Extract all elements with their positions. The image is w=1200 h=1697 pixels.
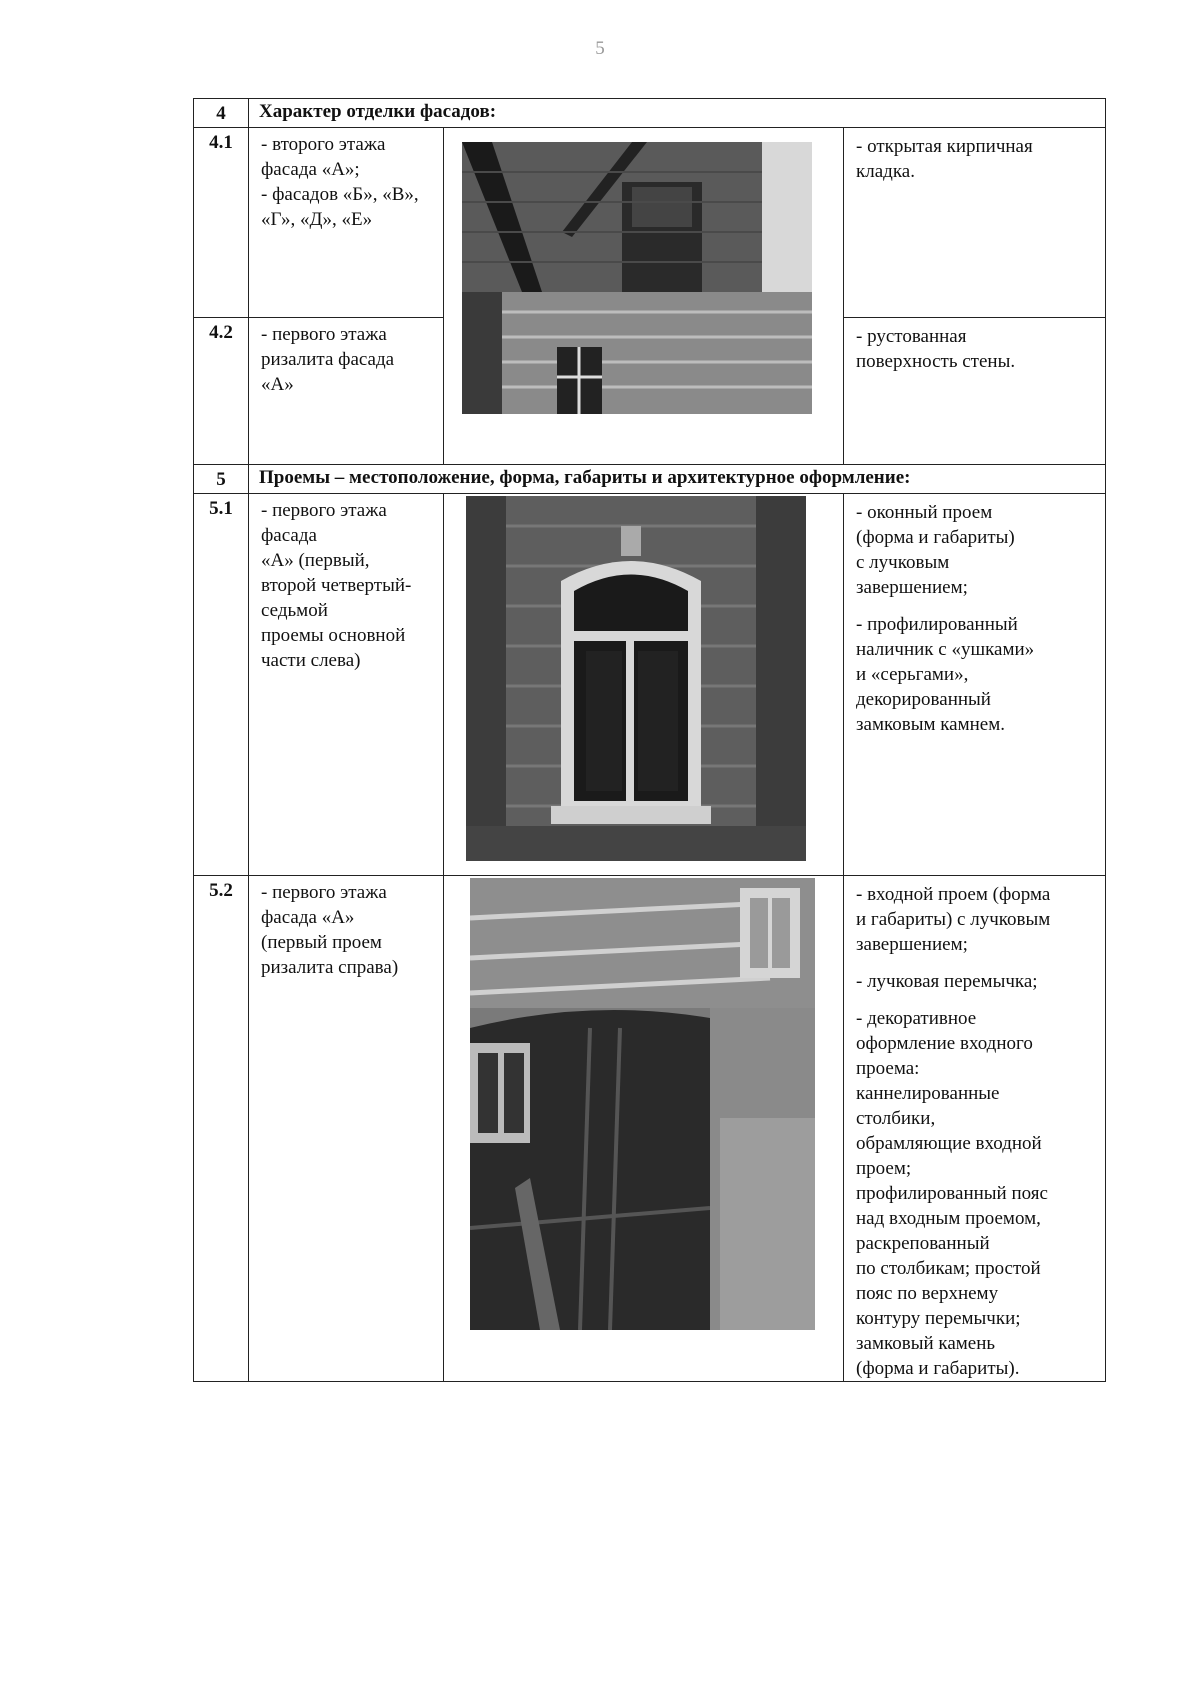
row-characteristic xyxy=(844,876,1106,1382)
line-gap xyxy=(856,600,1099,612)
row-description xyxy=(249,128,444,318)
row-characteristic xyxy=(844,494,1106,876)
description-line: «Г», «Д», «Е» xyxy=(261,209,373,230)
description-line: ризалита справа) xyxy=(261,957,399,978)
row-number: 4.1 xyxy=(194,128,249,318)
description-line: - первого этажа xyxy=(261,882,387,903)
description-line: «А» (первый, xyxy=(261,550,370,571)
table-row xyxy=(194,128,1106,318)
section-title: Проемы – местоположение, форма, габариты и архитектурное оформление: xyxy=(249,465,1106,494)
section-number: 5 xyxy=(194,465,249,494)
photo-cell xyxy=(444,128,844,465)
row-description xyxy=(249,876,444,1382)
characteristic-line: наличник с «ушками» xyxy=(856,639,1035,660)
characteristic-line: замковый камень xyxy=(856,1333,996,1354)
characteristic-line: замковым камнем. xyxy=(856,714,1006,735)
row-number: 5.1 xyxy=(194,494,249,876)
photo-cell xyxy=(444,876,844,1382)
description-line: фасада xyxy=(261,525,317,546)
characteristic-line: и габариты) с лучковым xyxy=(856,909,1051,930)
characteristic-line: - лучковая перемычка; xyxy=(856,971,1038,992)
section-header-row xyxy=(194,465,1106,494)
characteristic-line: проема: xyxy=(856,1058,920,1079)
characteristic-line: над входным проемом, xyxy=(856,1208,1041,1229)
description-line: ризалита фасада xyxy=(261,349,395,370)
characteristic-line: столбики, xyxy=(856,1108,936,1129)
characteristic-line: контуру перемычки; xyxy=(856,1308,1021,1329)
description-line: «А» xyxy=(261,374,294,395)
section-title: Характер отделки фасадов: xyxy=(249,99,1106,128)
photo-cell xyxy=(444,494,844,876)
table-row xyxy=(194,494,1106,876)
section-number: 4 xyxy=(194,99,249,128)
characteristic-line: оформление входного xyxy=(856,1033,1033,1054)
section-header-row xyxy=(194,99,1106,128)
description-line: - второго этажа xyxy=(261,134,386,155)
characteristic-line: проем; xyxy=(856,1158,912,1179)
row-description xyxy=(249,494,444,876)
characteristic-line: по столбикам; простой xyxy=(856,1258,1041,1279)
characteristic-line: (форма и габариты) xyxy=(856,527,1015,548)
characteristic-line: каннелированные xyxy=(856,1083,1000,1104)
description-line: проемы основной xyxy=(261,625,406,646)
characteristic-line: декорированный xyxy=(856,689,991,710)
characteristic-line: завершением; xyxy=(856,934,968,955)
characteristic-line: пояс по верхнему xyxy=(856,1283,999,1304)
characteristic-line: завершением; xyxy=(856,577,968,598)
characteristic-line: обрамляющие входной xyxy=(856,1133,1042,1154)
characteristic-line: профилированный пояс xyxy=(856,1183,1048,1204)
table-row xyxy=(194,876,1106,1382)
characteristic-line: и «серьгами», xyxy=(856,664,969,685)
characteristic-line: - оконный проем xyxy=(856,502,993,523)
description-line: - первого этажа xyxy=(261,324,387,345)
row-characteristic xyxy=(844,318,1106,465)
characteristic-line: раскрепованный xyxy=(856,1233,990,1254)
description-line: второй четвертый- xyxy=(261,575,412,596)
window-photo xyxy=(466,496,806,861)
row-number: 4.2 xyxy=(194,318,249,465)
line-gap xyxy=(856,957,1099,969)
row-description xyxy=(249,318,444,465)
characteristic-line: - декоративное xyxy=(856,1008,977,1029)
characteristic-line: (форма и габариты). xyxy=(856,1358,1020,1379)
characteristic-line: с лучковым xyxy=(856,552,950,573)
description-line: фасада «А» xyxy=(261,907,355,928)
description-line: (первый проем xyxy=(261,932,382,953)
description-line: части слева) xyxy=(261,650,361,671)
description-line: - первого этажа xyxy=(261,500,387,521)
line-gap xyxy=(856,994,1099,1006)
characteristic-line: - рустованная xyxy=(856,326,967,347)
characteristic-line: - открытая кирпичная xyxy=(856,136,1033,157)
characteristic-line: кладка. xyxy=(856,161,915,182)
characteristic-line: поверхность стены. xyxy=(856,351,1016,372)
page-number: 5 xyxy=(595,38,605,59)
entrance-photo xyxy=(470,878,815,1330)
row-number: 5.2 xyxy=(194,876,249,1382)
building-facade-photo xyxy=(462,142,812,414)
characteristic-line: - профилированный xyxy=(856,614,1018,635)
description-line: седьмой xyxy=(261,600,328,621)
facade-elements-table xyxy=(193,98,1106,1382)
description-line: - фасадов «Б», «В», xyxy=(261,184,419,205)
row-characteristic xyxy=(844,128,1106,318)
description-line: фасада «А»; xyxy=(261,159,360,180)
characteristic-line: - входной проем (форма xyxy=(856,884,1051,905)
